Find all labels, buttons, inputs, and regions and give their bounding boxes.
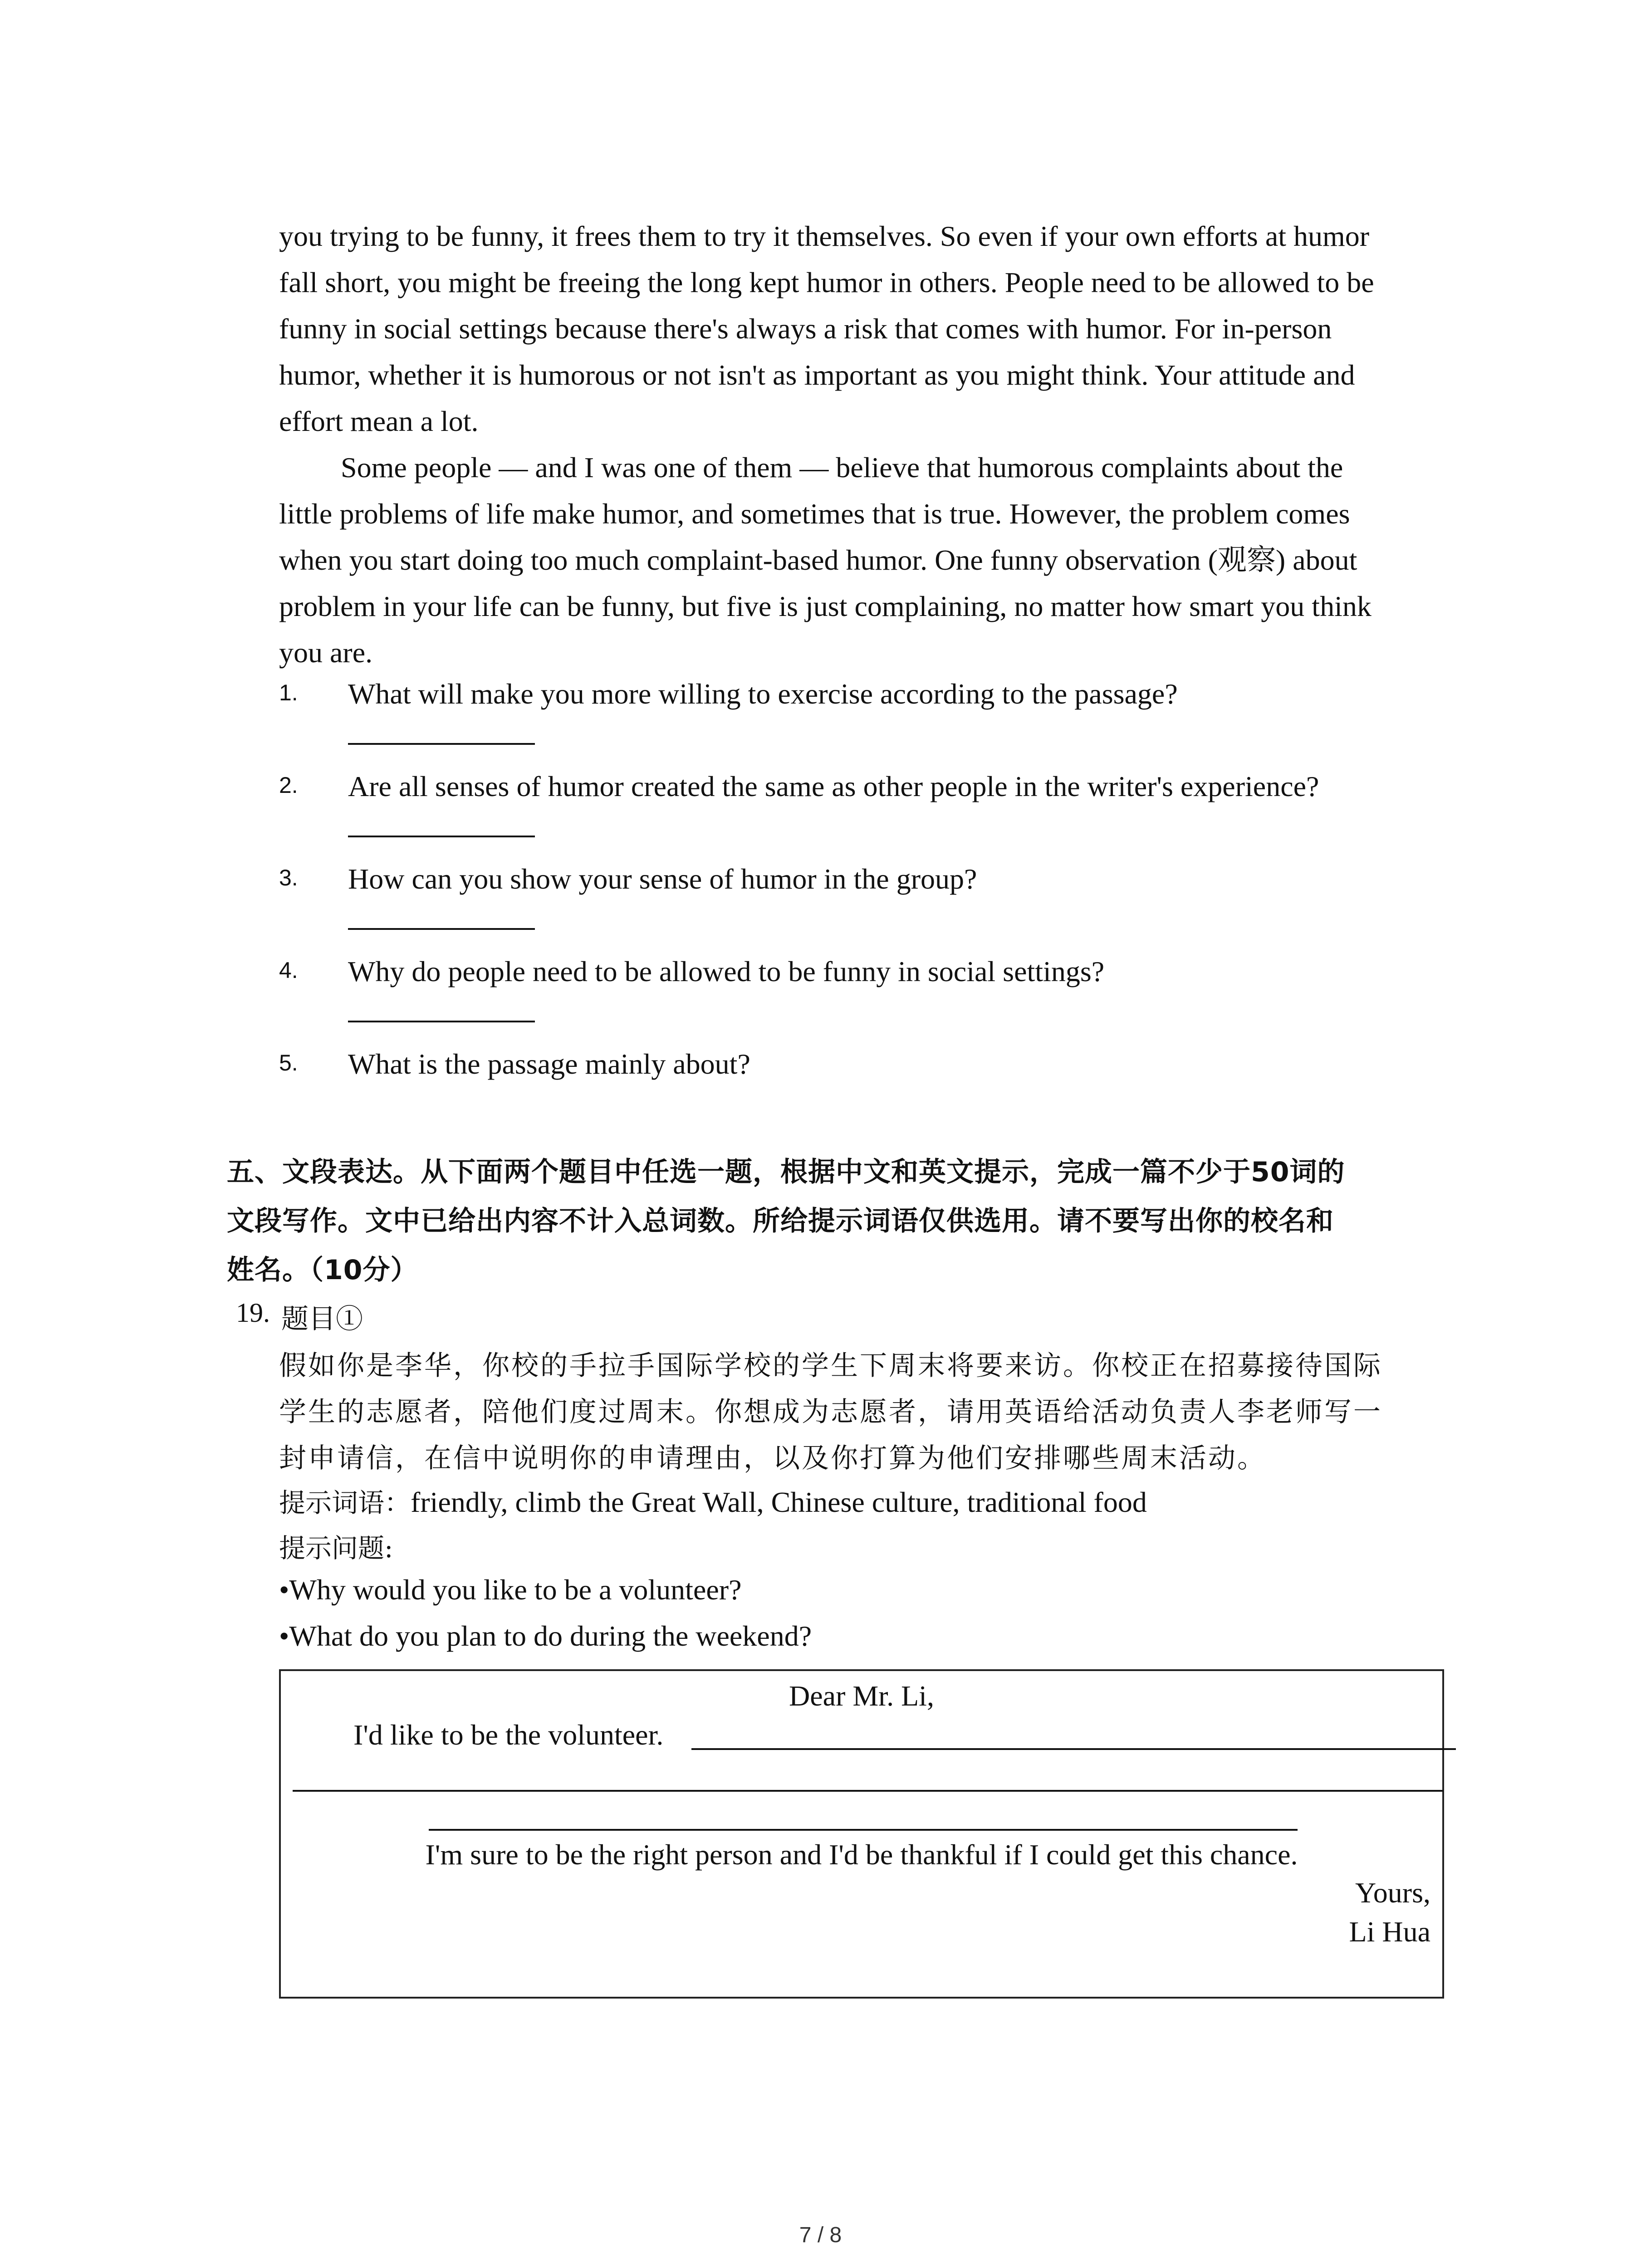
question-item [279,1046,1459,1139]
question-number: 1. [279,680,298,705]
hint-question: •What do you plan to do during the weekend? [279,1620,812,1652]
section-heading [227,1148,1452,1295]
passage-line: when you start doing too much complaint-based humor. One funny observation (观察) about [279,544,1357,576]
item-label: 题目① [281,1303,363,1335]
answer-blank[interactable] [348,1021,535,1022]
question-number: 3. [279,865,298,890]
question-item [279,861,1459,953]
question-item [279,768,1459,861]
page-number: 7 / 8 [799,2223,842,2247]
task-description [279,1343,1445,1481]
question-list [279,676,1459,1139]
task-line: 封申请信，在信中说明你的申请理由，以及你打算为他们安排哪些周末活动。 [279,1442,1266,1474]
reading-passage [279,213,1440,676]
hint-words [279,1481,1147,1520]
question-number: 5. [279,1050,298,1075]
hint-words-text: friendly, climb the Great Wall, Chinese culture, traditional food [411,1486,1147,1518]
answer-blank[interactable] [348,743,535,745]
letter-salutation: Dear Mr. Li, [789,1680,934,1712]
hint-questions-label: 提示问题: [279,1533,393,1564]
task-line: 假如你是李华，你校的手拉手国际学校的学生下周末将要来访。你校正在招募接待国际 [279,1350,1382,1382]
writing-line[interactable] [429,1829,1298,1831]
question-item [279,676,1459,768]
passage-line: humor, whether it is humorous or not isn't as important as you might think. Your attitude and [279,359,1355,391]
hint-question: •Why would you like to be a volunteer? [279,1574,742,1606]
question-text: How can you show your sense of humor in the group? [348,863,977,895]
item-number: 19. [236,1298,270,1328]
section-heading-line: 姓名。（10分） [227,1254,418,1286]
writing-line[interactable] [691,1748,1456,1750]
passage-line: problem in your life can be funny, but five is just complaining, no matter how smart you think [279,590,1372,622]
question-text: What is the passage mainly about? [348,1048,750,1080]
passage-line: you are. [279,636,373,669]
question-text: Why do people need to be allowed to be funny in social settings? [348,955,1105,987]
letter-opening: I'd like to be the volunteer. [353,1719,664,1751]
letter-box [279,1669,1444,1999]
question-number: 2. [279,772,298,798]
passage-paragraph-1 [279,213,1440,445]
section-heading-line: 文段写作。文中已给出内容不计入总词数。所给提示词语仅供选用。请不要写出你的校名和 [227,1205,1334,1237]
passage-line: effort mean a lot. [279,405,479,437]
passage-line: funny in social settings because there's always a risk that comes with humor. For in-person [279,313,1332,345]
answer-blank[interactable] [348,836,535,837]
answer-blank[interactable] [348,928,535,930]
question-item [279,953,1459,1046]
letter-signoff: Yours, [1355,1877,1430,1909]
question-number: 4. [279,958,298,983]
letter-closing: I'm sure to be the right person and I'd be thankful if I could get this chance. [425,1838,1298,1871]
passage-paragraph-2 [279,445,1440,676]
task-line: 学生的志愿者，陪他们度过周末。你想成为志愿者，请用英语给活动负责人李老师写一 [279,1396,1382,1428]
letter-signature-name: Li Hua [1349,1916,1430,1948]
question-text: Are all senses of humor created the same as other people in the writer's experience? [348,770,1319,802]
hint-words-label: 提示词语： [279,1487,411,1518]
section-heading-line: 五、文段表达。从下面两个题目中任选一题，根据中文和英文提示，完成一篇不少于50词的 [227,1156,1345,1188]
writing-line[interactable] [293,1790,1443,1792]
passage-line: fall short, you might be freeing the long kept humor in others. People need to be allowed to be [279,266,1374,298]
question-text: What will make you more willing to exercise according to the passage? [348,678,1178,710]
passage-line: Some people — and I was one of them — believe that humorous complaints about the [341,451,1343,484]
passage-line: little problems of life make humor, and sometimes that is true. However, the problem comes [279,498,1350,530]
passage-line: you trying to be funny, it frees them to try it themselves. So even if your own efforts at humor [279,220,1370,252]
